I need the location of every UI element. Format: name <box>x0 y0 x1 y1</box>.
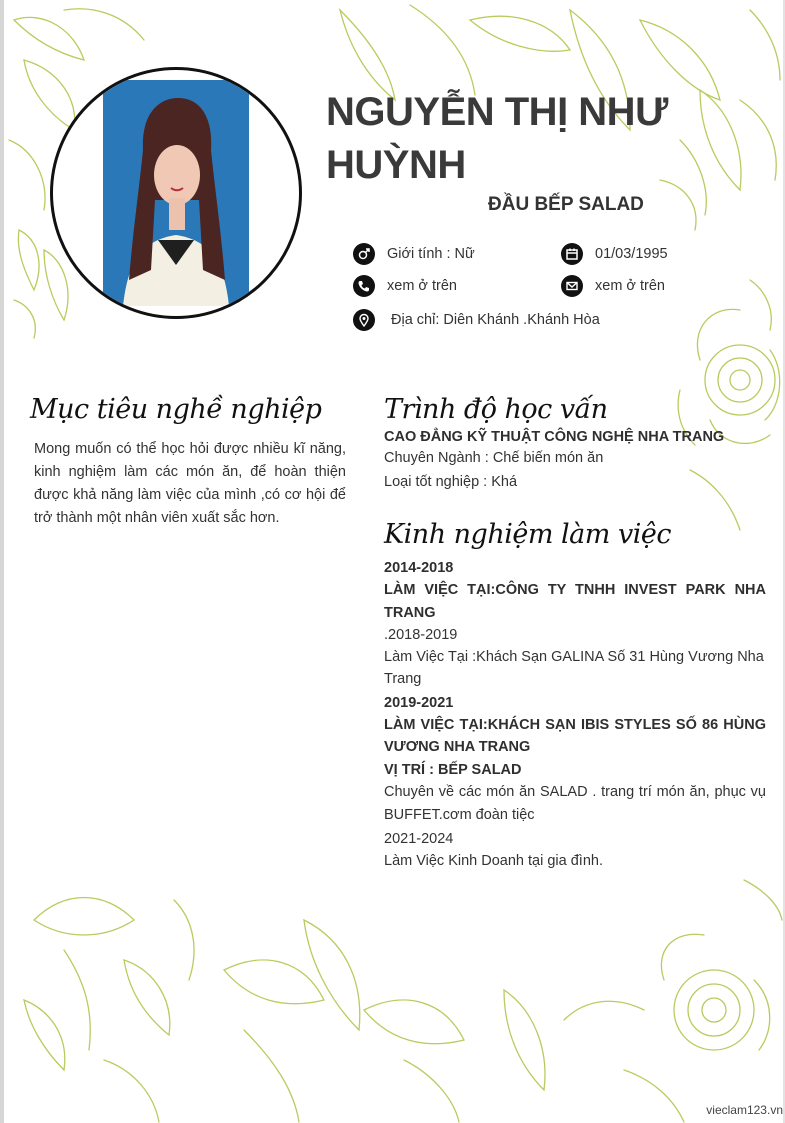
email-icon <box>561 275 583 297</box>
person-silhouette <box>103 80 249 306</box>
experience-period: 2019-2021 <box>384 694 454 711</box>
job-title: ĐẦU BẾP SALAD <box>488 194 644 215</box>
address-row <box>353 309 600 331</box>
page-left-border <box>0 0 4 1123</box>
gender-text: Giới tính : Nữ <box>387 246 475 262</box>
experience-period: 2014-2018 <box>384 560 454 576</box>
education-major: Chuyên Ngành : Chế biến món ăn <box>384 450 604 466</box>
profile-photo <box>50 67 302 319</box>
objective-heading: Mục tiêu nghề nghiệp <box>30 394 322 425</box>
experience-section <box>384 557 766 873</box>
gender-row <box>353 243 475 265</box>
phone-row <box>353 275 457 297</box>
education-section <box>384 427 766 494</box>
calendar-icon <box>561 243 583 265</box>
experience-workplace: LÀM VIỆC TẠI:KHÁCH SẠN IBIS STYLES SỐ 86 HÙNG VƯƠNG NHA TRANG <box>384 717 766 756</box>
birthdate-row <box>561 243 668 265</box>
email-row <box>561 275 665 297</box>
watermark: vieclam123.vn <box>706 1103 783 1117</box>
email-text: xem ở trên <box>595 278 665 294</box>
floral-decoration-bottom <box>4 860 785 1123</box>
experience-description: Làm Việc Kinh Doanh tại gia đình. <box>384 853 603 870</box>
phone-icon <box>353 275 375 297</box>
experience-workplace: LÀM VIỆC TẠI:CÔNG TY TNHH INVEST PARK NHA TRANG <box>384 582 766 621</box>
location-icon <box>353 309 375 331</box>
candidate-name: NGUYỄN THỊ NHƯ HUỲNH <box>326 90 668 187</box>
experience-description: Chuyên về các món ăn SALAD . trang trí món ăn, phục vụ BUFFET.cơm đoàn tiệc <box>384 783 766 824</box>
experience-position: VỊ TRÍ : BẾP SALAD <box>384 761 522 778</box>
floral-decoration-rose-right <box>670 270 785 540</box>
experience-period: .2018-2019 <box>384 626 458 643</box>
education-heading: Trình độ học vấn <box>384 394 608 425</box>
phone-text: xem ở trên <box>387 278 457 294</box>
address-text: Địa chỉ: Diên Khánh .Khánh Hòa <box>391 312 600 328</box>
gender-icon <box>353 243 375 265</box>
birthdate-text: 01/03/1995 <box>595 246 668 262</box>
education-school: CAO ĐẲNG KỸ THUẬT CÔNG NGHỆ NHA TRANG <box>384 429 725 445</box>
experience-period: 2021-2024 <box>384 830 454 847</box>
education-grade: Loại tốt nghiệp : Khá <box>384 473 518 490</box>
experience-workplace: Làm Việc Tại :Khách Sạn GALINA Số 31 Hùng Vương Nha Trang <box>384 649 764 688</box>
experience-heading: Kinh nghiệm làm việc <box>384 519 671 550</box>
objective-text: Mong muốn có thể học hỏi được nhiều kĩ năng, kinh nghiệm làm các món ăn, để hoàn thiện được khả năng làm việc của mình ,có cơ hội để trở thành một nhân viên xuất sắc hơn. <box>34 441 346 526</box>
